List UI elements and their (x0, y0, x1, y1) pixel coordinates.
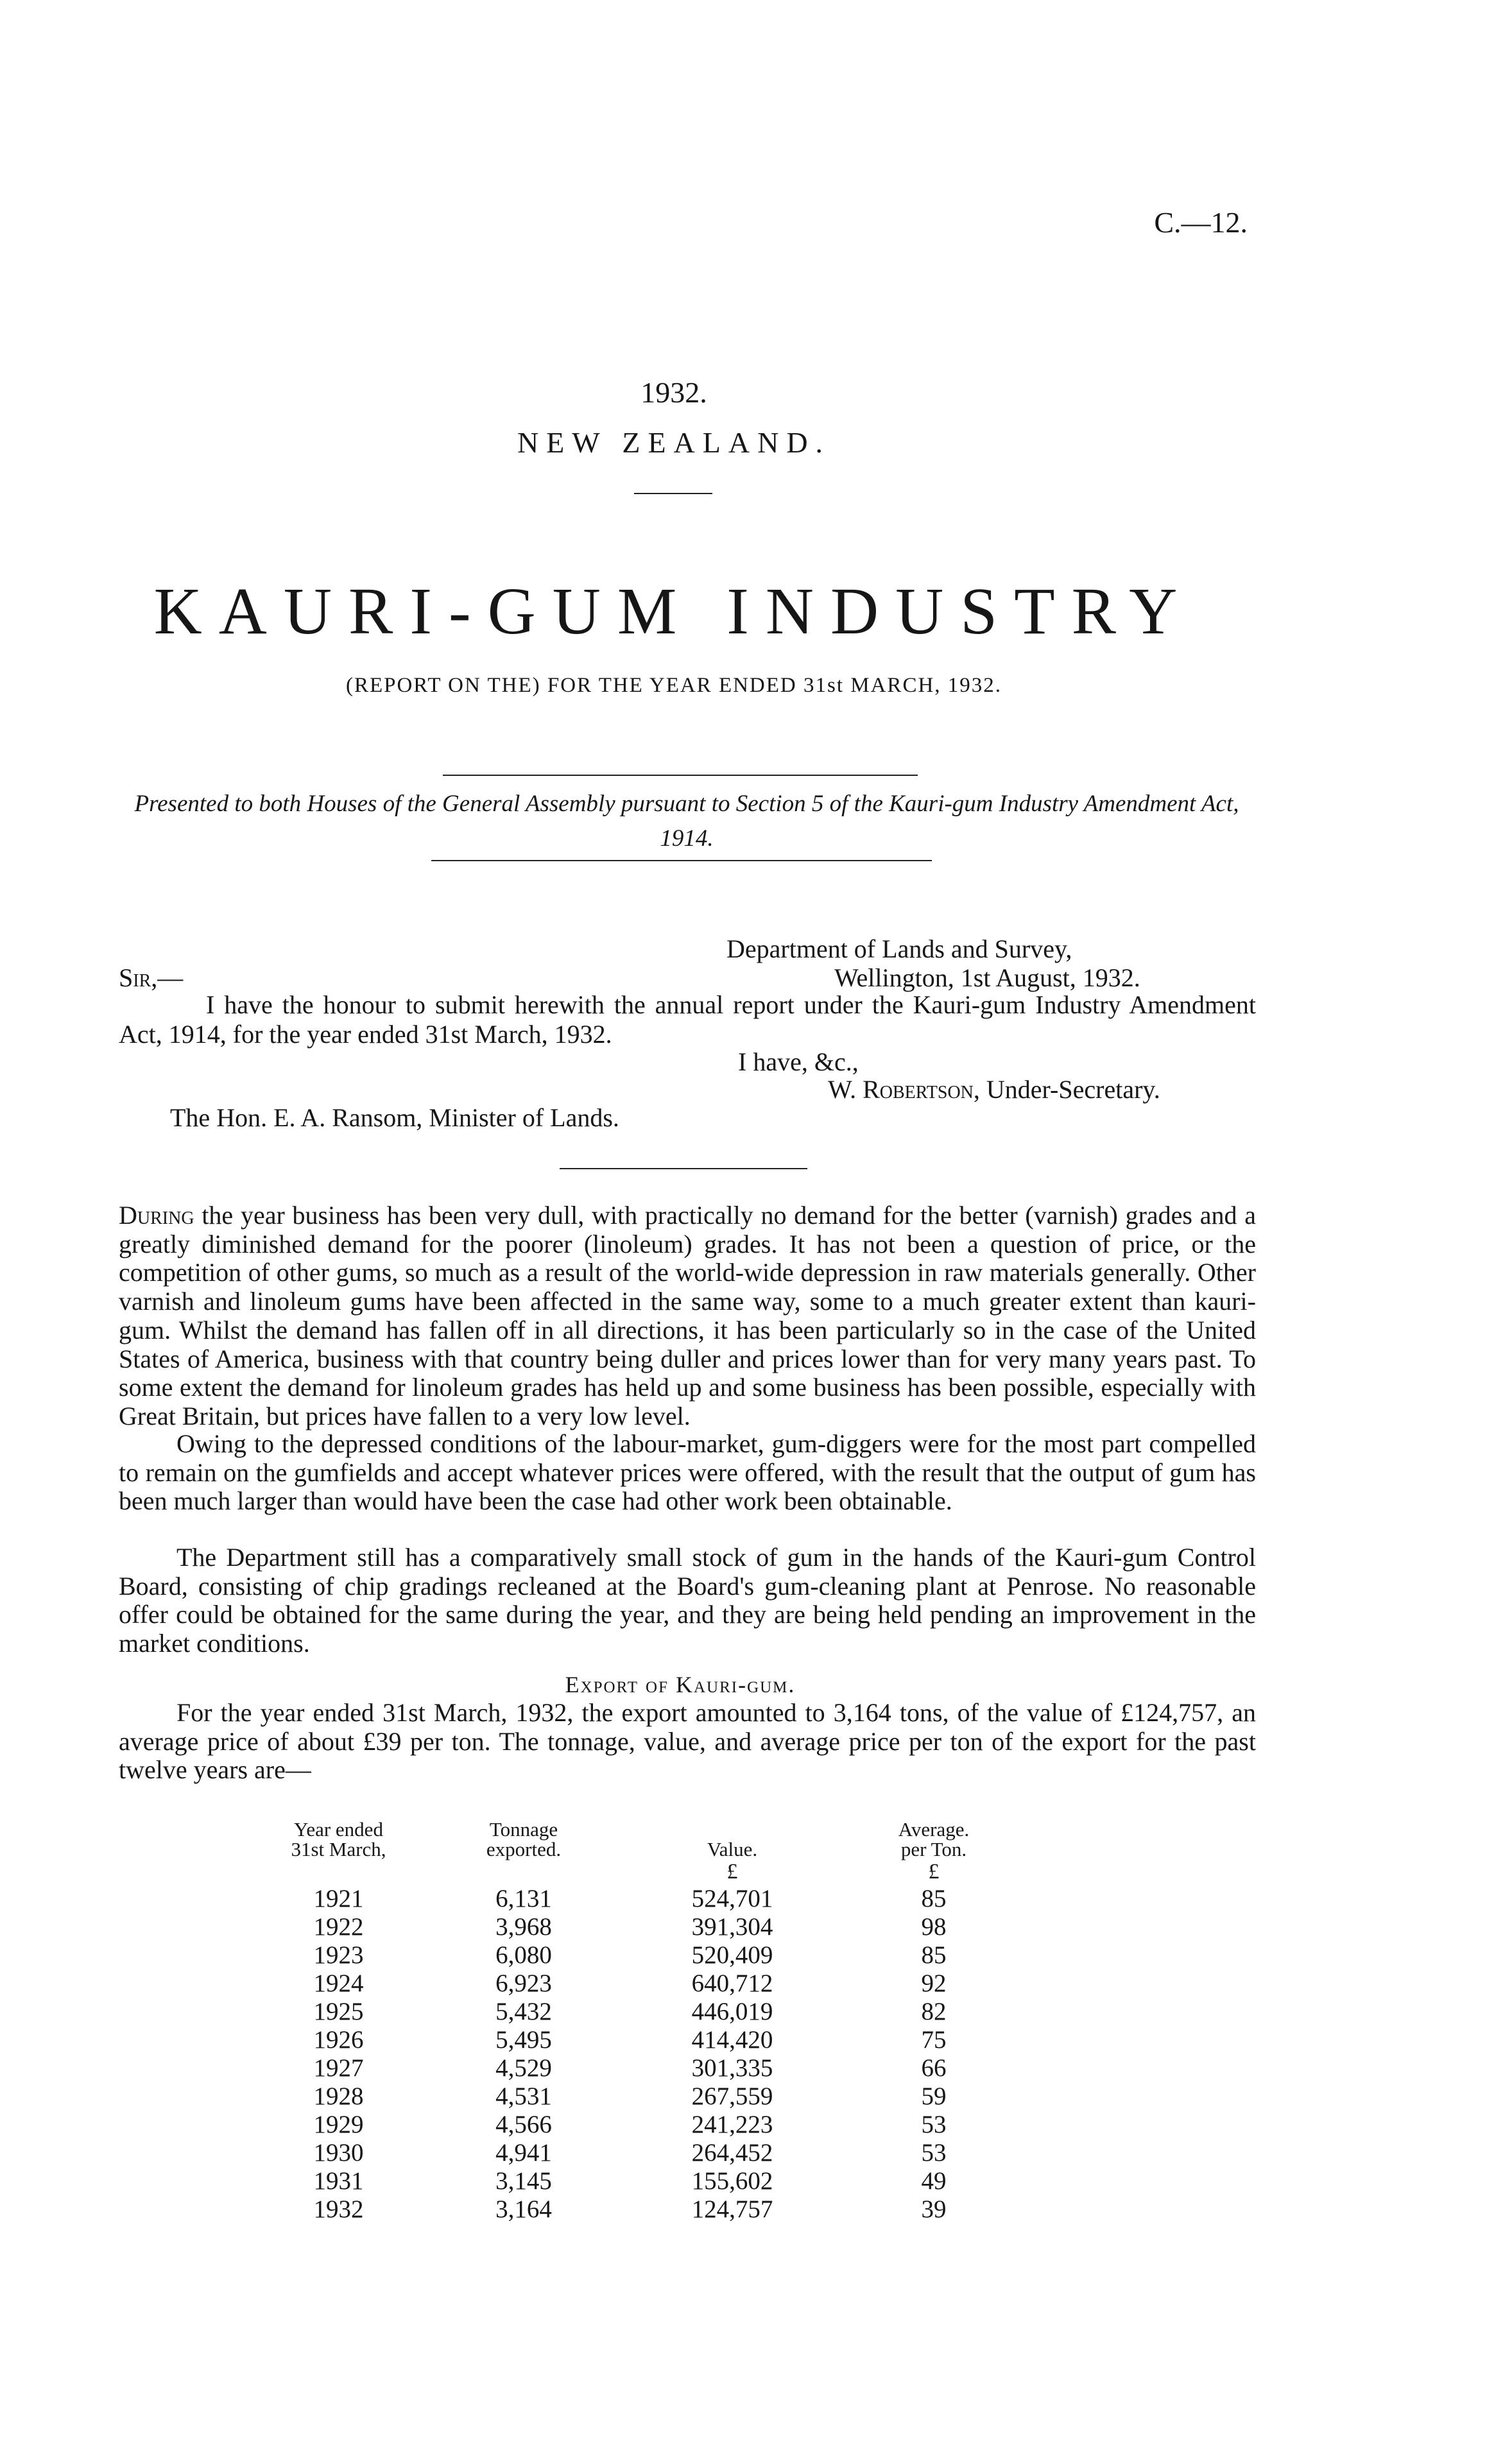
unit-value: £ (726, 1860, 738, 1884)
divider (560, 1168, 807, 1169)
paragraph-text: the year business has been very dull, with practically no demand for the better (varnish) grades and a greatly diminished demand for the poorer (linoleum) grades. It has not been a question of price, or the competition of other gums, so much as a result of the world-wide depression in raw materials generally. Other varnish and linoleum gums have been affected in the same way, some to a much greater extent than kauri-gum. Whilst the demand has fallen off in all directions, it has been particularly so in the case of the United States of America, business with that country being duller and prices lower than for very many years past. To some extent the demand for linoleum grades has held up and some business has been possible, especially with Great Britain, but prices have fallen to a very low level. (119, 1201, 1256, 1430)
unit-average: £ (928, 1860, 940, 1884)
column-header-tonnage: Tonnage exported. (486, 1818, 562, 1860)
table-row: 1921 6,131 524,701 85 (313, 1885, 947, 1912)
table-row: 1926 5,495 414,420 75 (313, 2026, 947, 2054)
column-header-average: Average. per Ton. (898, 1818, 970, 1860)
divider (443, 775, 918, 776)
table-row: 1923 6,080 520,409 85 (313, 1941, 947, 1969)
letter-closing: I have, &c., (738, 1047, 859, 1076)
signatory-name: Robertson (863, 1075, 974, 1104)
letter-department: Department of Lands and Survey, (726, 934, 1072, 963)
table-row: 1922 3,968 391,304 98 (313, 1913, 947, 1941)
report-title: KAURI-GUM INDUSTRY (153, 574, 1194, 648)
signatory-initial: W. (828, 1075, 857, 1104)
table-units-row (253, 1859, 1027, 1885)
column-header-value: Value. (707, 1838, 758, 1860)
divider (634, 493, 712, 494)
report-subtitle: (REPORT ON THE) FOR THE YEAR ENDED 31st MARCH, 1932. (345, 674, 1002, 697)
table-row: 1929 4,566 241,223 53 (313, 2111, 947, 2138)
table-row: 1925 5,432 446,019 82 (313, 1998, 947, 2025)
table-header-row (253, 1819, 1027, 1859)
letter-salutation: Sir,— (119, 963, 184, 992)
presentation-note: Presented to both Houses of the General Assembly pursuant to Section 5 of the Kauri-gum Industry Amendment Act, 1914. (134, 791, 1239, 852)
table-row: 1928 4,531 267,559 59 (313, 2082, 947, 2110)
letter-body: I have the honour to submit herewith the annual report under the Kauri-gum Industry Amendment Act, 1914, for the year ended 31st March, 1932. (119, 990, 1256, 1049)
table-row: 1930 4,941 264,452 53 (313, 2139, 947, 2167)
table-row: 1931 3,145 155,602 49 (313, 2167, 947, 2195)
publication-year: 1932. (640, 376, 707, 409)
table-row: 1927 4,529 301,335 66 (313, 2054, 947, 2082)
country-heading: NEW ZEALAND. (517, 426, 831, 459)
divider (431, 860, 932, 861)
paper-reference: C.—12. (1154, 206, 1248, 239)
report-paragraph: For the year ended 31st March, 1932, the export amounted to 3,164 tons, of the value of £124,757, an average price of about £39 per ton. The tonnage, value, and average price per ton of the export for the past twelve years are— (119, 1698, 1256, 1785)
section-heading: Export of Kauri-gum. (565, 1672, 796, 1697)
signatory-title: , Under-Secretary. (973, 1075, 1160, 1104)
letter-addressee: The Hon. E. A. Ransom, Minister of Lands. (170, 1103, 619, 1132)
table-row: 1924 6,923 640,712 92 (313, 1970, 947, 1997)
paragraph-lead: During (119, 1201, 194, 1230)
report-paragraph: The Department still has a comparatively small stock of gum in the hands of the Kauri-gum Control Board, consisting of chip gradings recleaned at the Board's gum-cleaning plant at Penrose. No reasonable offer could be obtained for the same during the year, and they are being held pending an improvement in the market conditions. (119, 1543, 1256, 1658)
export-table (253, 1819, 1027, 2224)
letter-place-date: Wellington, 1st August, 1932. (834, 963, 1140, 992)
table-row: 1932 3,164 124,757 39 (313, 2195, 947, 2223)
letter-signature (828, 1074, 1160, 1104)
report-paragraph (119, 1201, 1256, 1431)
report-paragraph: Owing to the depressed conditions of the labour-market, gum-diggers were for the most part compelled to remain on the gumfields and accept whatever prices were offered, with the result that the output of gum has been much larger than would have been the case had other work been obtainable. (119, 1429, 1256, 1516)
column-header-year: Year ended 31st March, (291, 1818, 386, 1860)
